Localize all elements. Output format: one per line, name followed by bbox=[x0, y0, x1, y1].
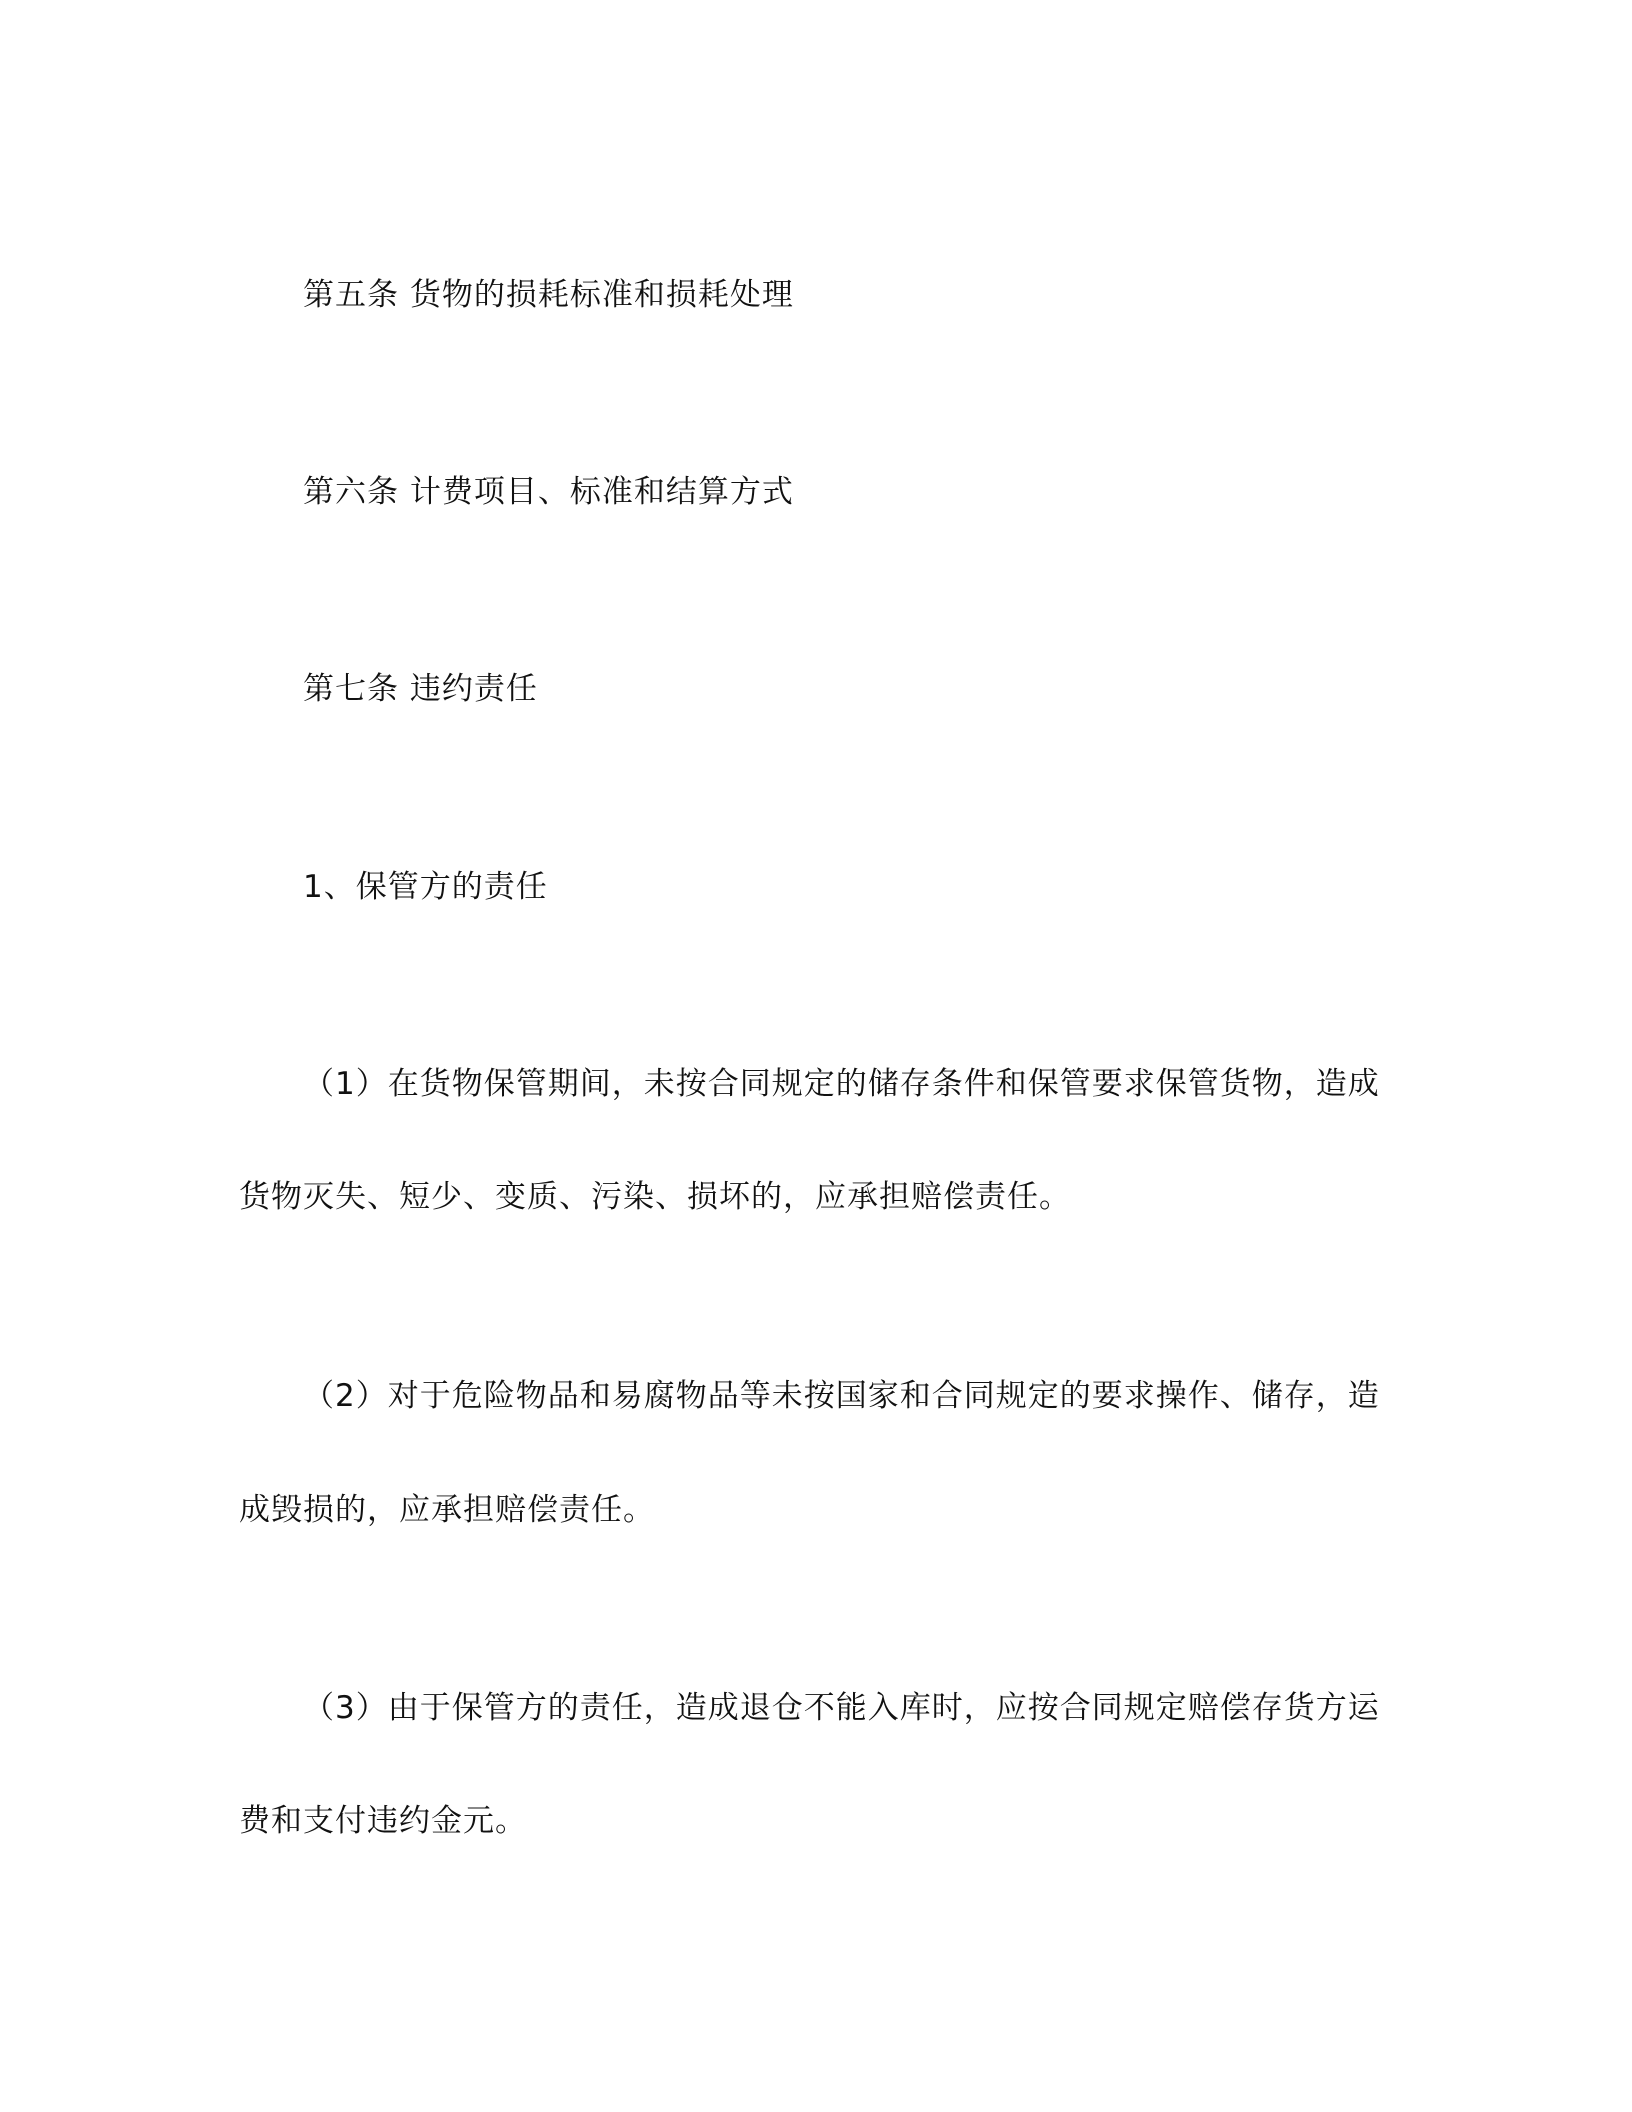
clause-3-line-2: 费和支付违约金元。 bbox=[239, 1803, 527, 1839]
article-6-heading: 第六条 计费项目、标准和结算方式 bbox=[303, 474, 794, 510]
clause-2-line-2: 成毁损的，应承担赔偿责任。 bbox=[239, 1492, 655, 1528]
custodian-responsibility-heading: 1、保管方的责任 bbox=[303, 869, 548, 905]
article-5-heading: 第五条 货物的损耗标准和损耗处理 bbox=[303, 277, 794, 313]
clause-1-line-1: （1）在货物保管期间，未按合同规定的储存条件和保管要求保管货物，造成 bbox=[303, 1066, 1380, 1102]
article-7-heading: 第七条 违约责任 bbox=[303, 671, 538, 707]
clause-3-line-1: （3）由于保管方的责任，造成退仓不能入库时，应按合同规定赔偿存货方运 bbox=[303, 1690, 1380, 1726]
clause-2-line-1: （2）对于危险物品和易腐物品等未按国家和合同规定的要求操作、储存，造 bbox=[303, 1378, 1380, 1414]
clause-1-line-2: 货物灭失、短少、变质、污染、损坏的，应承担赔偿责任。 bbox=[239, 1179, 1071, 1215]
